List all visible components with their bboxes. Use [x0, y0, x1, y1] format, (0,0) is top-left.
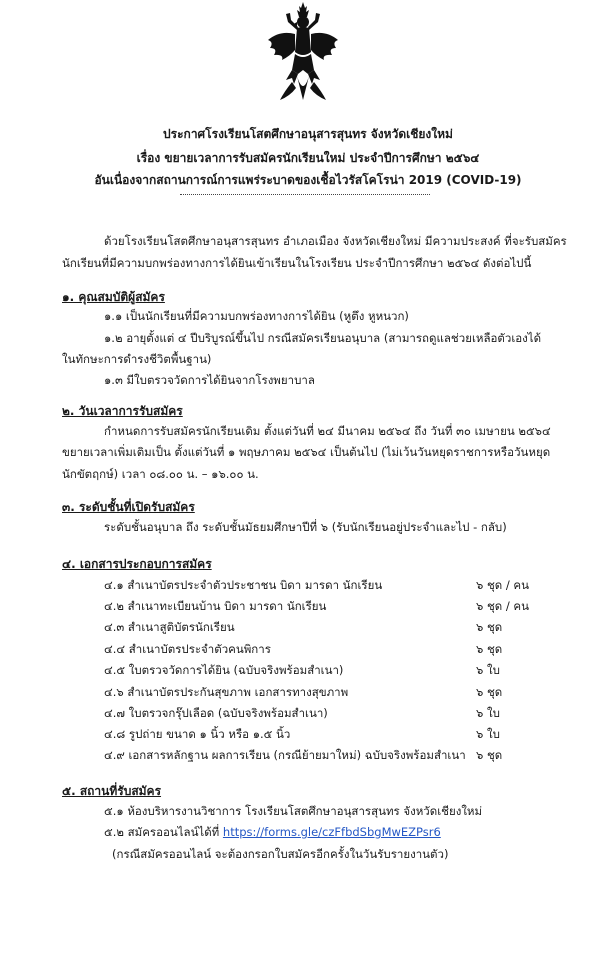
document-item-label: ๔.๑ สำเนาบัตรประจำตัวประชาชน บิดา มารดา นักเรียน: [104, 578, 383, 592]
document-item-quantity: ๖ ใบ: [476, 706, 500, 720]
section-5-item-2: [104, 824, 441, 842]
document-item-label: ๔.๕ ใบตรวจวัดการได้ยิน (ฉบับจริงพร้อมสำเนา): [104, 663, 344, 677]
section-3-line-1: ระดับชั้นอนุบาล ถึง ระดับชั้นมัธยมศึกษาปีที่ ๖ (รับนักเรียนอยู่ประจำและไป - กลับ): [104, 520, 507, 534]
intro-line-1: ด้วยโรงเรียนโสตศึกษาอนุสารสุนทร อำเภอเมือง จังหวัดเชียงใหม่ มีความประสงค์ ที่จะรับสมัคร: [104, 234, 567, 248]
document-item-label: ๔.๖ สำเนาบัตรประกันสุขภาพ เอกสารทางสุขภาพ: [104, 685, 349, 699]
document-item-label: ๔.๒ สำเนาทะเบียนบ้าน บิดา มารดา นักเรียน: [104, 599, 327, 613]
garuda-emblem-icon: [264, 0, 342, 104]
announcement-title: ประกาศโรงเรียนโสตศึกษาอนุสารสุนทร จังหวัดเชียงใหม่: [163, 127, 453, 141]
section-2-line-2: ขยายเวลาเพิ่มเติมเป็น ตั้งแต่วันที่ ๑ พฤษภาคม ๒๕๖๔ เป็นต้นไป (ไม่เว้นวันหยุดราชการหรือวันหยุด: [62, 445, 551, 459]
document-item-quantity: ๖ ชุด: [476, 685, 503, 699]
section-3-title: ๓. ระดับชั้นที่เปิดรับสมัคร: [62, 500, 195, 514]
section-1-title: ๑. คุณสมบัติผู้สมัคร: [62, 290, 165, 304]
document-item-label: ๔.๙ เอกสารหลักฐาน ผลการเรียน (กรณีย้ายมาใหม่) ฉบับจริงพร้อมสำเนา: [104, 748, 466, 762]
document-item-label: ๔.๗ ใบตรวจกรุ๊ปเลือด (ฉบับจริงพร้อมสำเนา): [104, 706, 328, 720]
document-item-quantity: ๖ ใบ: [476, 727, 500, 741]
document-item-quantity: ๖ ชุด: [476, 620, 503, 634]
online-application-link[interactable]: https://forms.gle/czFfbdSbgMwEZPsr6: [222, 825, 441, 839]
announcement-subtitle: อันเนื่องจากสถานการณ์การแพร่ระบาดของเชื้อไวรัสโคโรน่า 2019 (COVID-19): [94, 173, 522, 187]
document-item-label: ๔.๔ สำเนาบัตรประจำตัวคนพิการ: [104, 642, 271, 656]
section-5-item-1: ๕.๑ ห้องบริหารงานวิชาการ โรงเรียนโสตศึกษาอนุสารสุนทร จังหวัดเชียงใหม่: [104, 804, 483, 818]
document-item-quantity: ๖ ชุด: [476, 642, 503, 656]
section-1-item-2: ๑.๒ อายุตั้งแต่ ๔ ปีบริบูรณ์ขึ้นไป กรณีสมัครเรียนอนุบาล (สามารถดูแลช่วยเหลือตัวเองได้: [104, 331, 542, 345]
document-item-quantity: ๖ ใบ: [476, 663, 500, 677]
section-1-item-2-continued: ในทักษะการดำรงชีวิตพื้นฐาน): [62, 352, 212, 366]
document-item-quantity: ๖ ชุด / คน: [476, 578, 529, 592]
section-5-note: (กรณีสมัครออนไลน์ จะต้องกรอกใบสมัครอีกครั้งในวันรับรายงานตัว): [112, 847, 449, 861]
document-item-quantity: ๖ ชุด / คน: [476, 599, 529, 613]
section-5-item-2-label: ๕.๒ สมัครออนไลน์ได้ที่: [104, 825, 223, 839]
section-5-title: ๕. สถานที่รับสมัคร: [62, 784, 162, 798]
section-2-line-3: นักขัตฤกษ์) เวลา ๐๘.๐๐ น. – ๑๖.๐๐ น.: [62, 467, 259, 481]
divider-dotted-line: [180, 194, 430, 195]
document-item-label: ๔.๘ รูปถ่าย ขนาด ๑ นิ้ว หรือ ๑.๕ นิ้ว: [104, 727, 291, 741]
announcement-subject: เรื่อง ขยายเวลาการรับสมัครนักเรียนใหม่ ประจำปีการศึกษา ๒๕๖๔: [136, 151, 480, 165]
section-1-item-3: ๑.๓ มีใบตรวจวัดการได้ยินจากโรงพยาบาล: [104, 373, 315, 387]
document-item-label: ๔.๓ สำเนาสูติบัตรนักเรียน: [104, 620, 235, 634]
section-2-line-1: กำหนดการรับสมัครนักเรียนเดิม ตั้งแต่วันที่ ๒๔ มีนาคม ๒๕๖๔ ถึง วันที่ ๓๐ เมษายน ๒๕๖๔: [104, 424, 551, 438]
intro-line-2: นักเรียนที่มีความบกพร่องทางการได้ยินเข้าเรียนในโรงเรียน ประจำปีการศึกษา ๒๕๖๔ ดังต่อไปนี้: [62, 256, 532, 270]
section-2-title: ๒. วันเวลาการรับสมัคร: [62, 404, 183, 418]
document-item-quantity: ๖ ชุด: [476, 748, 503, 762]
section-4-title: ๔. เอกสารประกอบการสมัคร: [62, 557, 212, 571]
section-1-item-1: ๑.๑ เป็นนักเรียนที่มีความบกพร่องทางการได้ยิน (หูตึง หูหนวก): [104, 309, 409, 323]
